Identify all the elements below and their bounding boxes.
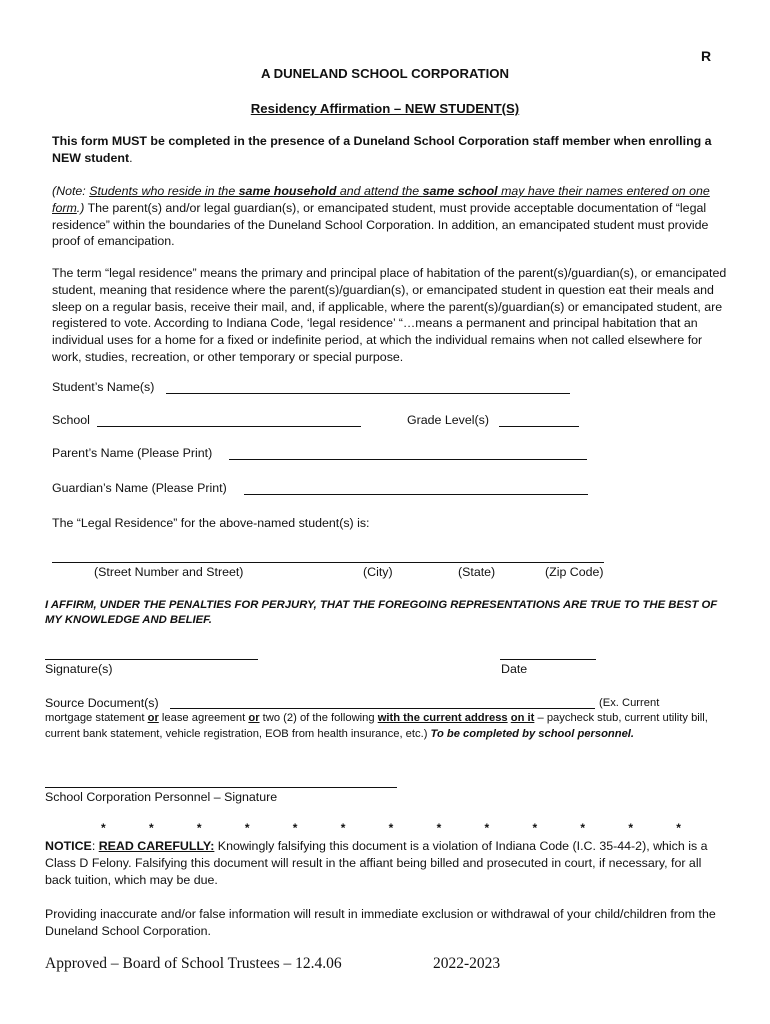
star-separator: *	[148, 821, 154, 835]
notice-read-carefully: READ CAREFULLY:	[98, 839, 215, 853]
note-close: .)	[76, 200, 85, 215]
personnel-signature-label: School Corporation Personnel – Signature	[45, 790, 278, 804]
star-separator: *	[388, 821, 394, 835]
note-paragraph	[52, 183, 724, 250]
inaccurate-info-paragraph: Providing inaccurate and/or false information will result in immediate exclusion or withdrawal of your child/children from the Duneland School Corporation.	[45, 907, 716, 938]
note-underlined-1: Students who reside in the	[89, 184, 239, 198]
notice-label: NOTICE	[45, 839, 92, 853]
note-open: (Note:	[52, 184, 90, 198]
date-field[interactable]	[500, 659, 596, 660]
parent-name-label: Parent’s Name (Please Print)	[52, 446, 213, 460]
star-separator: *	[436, 821, 442, 835]
school-label: School	[52, 413, 90, 427]
star-separator: *	[292, 821, 298, 835]
source-document-field[interactable]	[170, 708, 595, 709]
students-name-field[interactable]	[166, 393, 570, 394]
star-separator: *	[484, 821, 490, 835]
source-text-2: lease agreement	[158, 712, 249, 724]
source-document-details	[45, 711, 715, 742]
date-label: Date	[501, 662, 528, 676]
star-separator: *	[580, 821, 586, 835]
legal-residence-label: The “Legal Residence” for the above-named student(s) is:	[52, 516, 370, 530]
note-underlined-2: and attend the	[336, 184, 423, 198]
document-subtitle: Residency Affirmation – NEW STUDENT(S)	[250, 101, 520, 116]
state-label: (State)	[458, 565, 496, 579]
note-rest: The parent(s) and/or legal guardian(s), or emancipated student, must provide acceptable documentation of “legal residence” within the boundaries of the Duneland School Corporation. In addition, an emancipated student must provide proof of emancipation.	[52, 200, 709, 249]
source-or-1: or	[147, 712, 159, 724]
city-label: (City)	[363, 565, 393, 579]
source-text-4: – paycheck stub, current utility bill, current bank statement, vehicle registration, EOB from health insurance, etc.)	[45, 712, 708, 740]
notice-colon: :	[91, 839, 99, 853]
school-year: 2022-2023	[433, 955, 501, 972]
zip-label: (Zip Code)	[545, 565, 604, 579]
star-separator: *	[532, 821, 538, 835]
personnel-signature-field[interactable]	[45, 787, 397, 788]
notice-paragraph	[45, 838, 717, 888]
separator-stars	[101, 821, 681, 835]
note-underlined-4: entered on one form	[52, 184, 710, 215]
street-label: (Street Number and Street)	[94, 565, 244, 579]
document-title: A DUNELAND SCHOOL CORPORATION	[260, 66, 510, 81]
guardian-name-label: Guardian’s Name (Please Print)	[52, 481, 227, 495]
source-document-label: Source Document(s)	[45, 696, 159, 710]
source-text-1: mortgage statement	[45, 712, 148, 724]
parent-name-field[interactable]	[229, 459, 587, 460]
star-separator: *	[101, 821, 106, 835]
note-underlined-3: may have their names	[497, 184, 627, 198]
form-code-letter: R	[701, 48, 712, 64]
guardian-name-field[interactable]	[244, 494, 588, 495]
star-separator: *	[340, 821, 346, 835]
source-example-start: (Ex. Current	[599, 697, 660, 709]
intro-paragraph	[52, 133, 722, 167]
signature-label: Signature(s)	[45, 662, 113, 676]
grade-level-label: Grade Level(s)	[407, 413, 489, 427]
note-same-household: same household	[238, 184, 337, 198]
intro-text: This form MUST be completed in the presence of a Duneland School Corporation staff member when enrolling a NEW student	[52, 134, 712, 165]
intro-period: .	[129, 150, 133, 165]
grade-level-field[interactable]	[499, 426, 579, 427]
address-field[interactable]	[52, 562, 604, 563]
star-separator: *	[196, 821, 202, 835]
approval-footer: Approved – Board of School Trustees – 12.4.06	[45, 955, 342, 972]
legal-residence-paragraph: The term “legal residence” means the primary and principal place of habitation of the parent(s)/guardian(s), or emancipated student, meaning that residence where the parent(s)/guardian(s), or emancipated student in question eat their meals and sleep on a regular basis, receive their mail, and, if applicable, where the parent(s)/guardian(s) or emancipated student, are registered to vote. According to Indiana Code, ‘legal residence’ “…means a permanent and principal habitation that an individual uses for a home for a fixed or indefinite period, at which the individual remains when not called elsewhere for work, studies, recreation, or other temporary or special purpose.	[52, 266, 727, 364]
source-on-it: on it	[510, 712, 535, 724]
note-same-school: same school	[422, 184, 498, 198]
source-to-be-completed: To be completed by school personnel.	[430, 727, 635, 740]
source-text-3: two (2) of the following	[259, 712, 378, 724]
school-field[interactable]	[97, 426, 361, 427]
star-separator: *	[244, 821, 250, 835]
students-name-label: Student’s Name(s)	[52, 380, 155, 394]
notice-text: Knowingly falsifying this document is a violation of Indiana Code (I.C. 35-44-2), which is a Class D Felony. Falsifying this document will result in the affiant being billed and prosecuted in court, if necessary, for all back tuition, which may be due.	[45, 839, 708, 887]
star-separator: *	[676, 821, 681, 835]
star-separator: *	[628, 821, 633, 835]
signature-field[interactable]	[45, 659, 258, 660]
affirmation-statement: I AFFIRM, UNDER THE PENALTIES FOR PERJURY, THAT THE FOREGOING REPRESENTATIONS ARE TRUE TO THE BEST OF MY KNOWLEDGE AND BELIEF.	[45, 599, 718, 626]
source-current-address: with the current address	[377, 712, 508, 724]
source-or-2: or	[248, 712, 260, 724]
